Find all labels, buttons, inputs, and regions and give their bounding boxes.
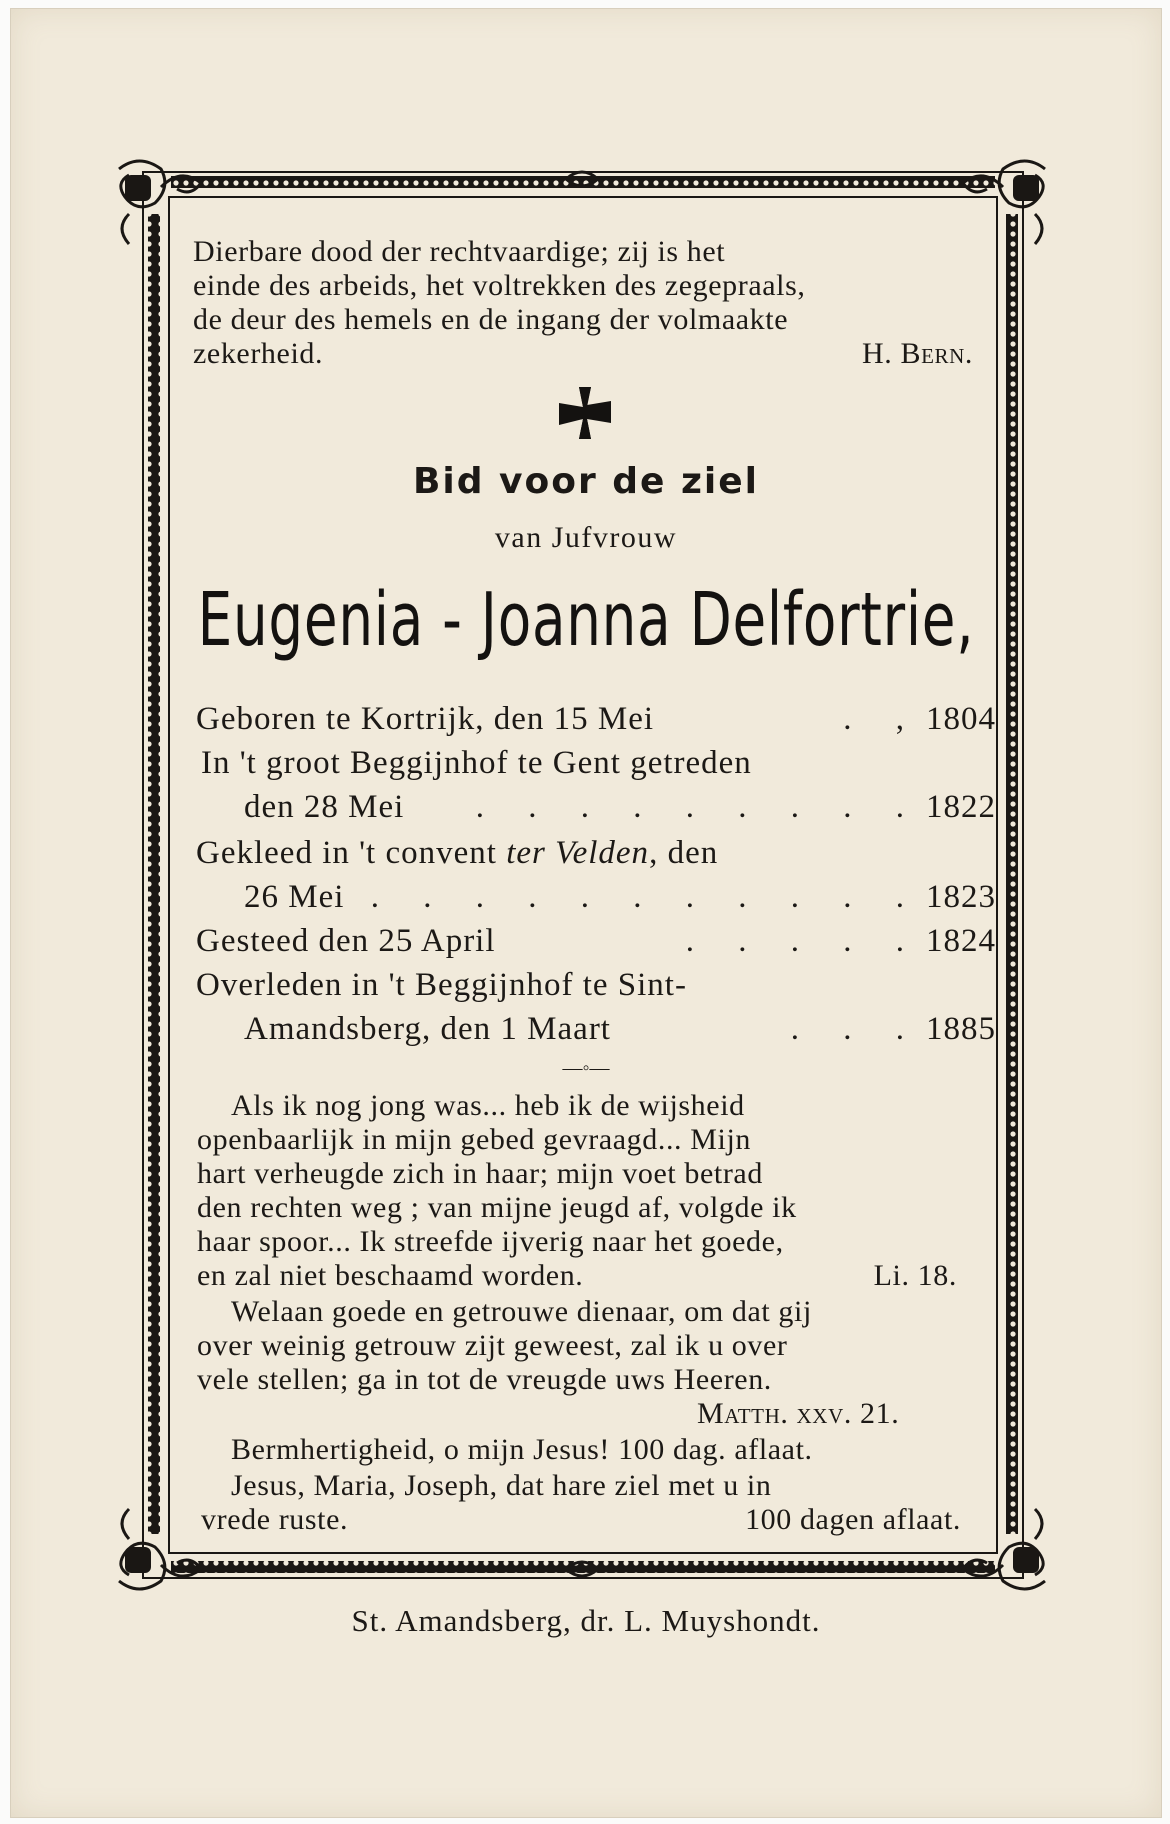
bio-birth-text: Geboren te Kortrijk, den 15 Mei [196, 701, 655, 737]
bio-professed [196, 923, 996, 960]
bio-clothed-date-text: 26 Mei [244, 879, 345, 915]
scripture-1-line-3: hart verheugde zich in haar; mijn voet betrad [197, 1157, 763, 1190]
section-divider: —◦— [562, 1057, 610, 1079]
bio-died-date [244, 1011, 996, 1048]
scripture-2-line-3: vele stellen; ga in tot de vreugde uws Heeren. [197, 1363, 772, 1396]
bio-professed-year: 1824 [926, 923, 996, 959]
deceased-name-wrap [11, 577, 1161, 687]
bio-died-dots: . . . [790, 1011, 922, 1047]
memorial-card [10, 8, 1162, 1818]
bio-birth-dots: . , [843, 701, 922, 737]
bio-clothed-convent: ter Velden [506, 835, 650, 871]
bio-died: Overleden in 't Beggijnhof te Sint- [196, 967, 687, 1003]
bio-entered-year: 1822 [926, 789, 996, 825]
bio-professed-text: Gesteed den 25 April [196, 923, 496, 959]
scripture-1-line-2: openbaarlijk in mijn gebed gevraagd... Mijn [197, 1123, 751, 1156]
scripture-2-reference: Matth. xxv. 21. [697, 1397, 900, 1430]
bio-birth-year: 1804 [926, 701, 996, 737]
bio-died-year: 1885 [926, 1011, 996, 1047]
prayer-heading: Bid voor de ziel [412, 461, 760, 502]
epigraph-line-2: einde des arbeids, het voltrekken des zegepraals, [193, 269, 806, 302]
indulgence-2-amount: 100 dagen aflaat. [745, 1503, 961, 1536]
bio-professed-dots: . . . . . [685, 923, 922, 959]
bio-died-date-text: Amandsberg, den 1 Maart [244, 1011, 611, 1047]
scripture-1-line-1: Als ik nog jong was... heb ik de wijsheid [231, 1089, 745, 1122]
indulgence-2-line-1: Jesus, Maria, Joseph, dat hare ziel met u in [231, 1469, 772, 1502]
epigraph-last-words: zekerheid. [193, 337, 324, 370]
bio-entered-date-text: den 28 Mei [244, 789, 405, 825]
bio-clothed-year: 1823 [926, 879, 996, 915]
bio-entered: In 't groot Beggijnhof te Gent getreden [201, 745, 752, 781]
scripture-2-line-2: over weinig getrouw zijt geweest, zal ik u over [197, 1329, 788, 1362]
bio-clothed-dots: . . . . . . . . . . . [370, 879, 922, 915]
bio-clothed-text-a: Gekleed in 't convent [196, 835, 507, 871]
scripture-1-line-5: haar spoor... Ik streefde ijverig naar het goede, [197, 1225, 784, 1258]
bio-clothed-text-c: , den [649, 835, 719, 871]
epigraph-attribution: H. Bern. [862, 337, 973, 370]
deceased-name: Eugenia - Joanna Delfortrie, [197, 577, 975, 663]
printer-imprint: St. Amandsberg, dr. L. Muyshondt. [351, 1603, 821, 1638]
bio-entered-date [244, 789, 996, 826]
scripture-2-line-1: Welaan goede en getrouwe dienaar, om dat gij [231, 1295, 812, 1328]
bio-entered-dots: . . . . . . . . . [475, 789, 922, 825]
bio-clothed [196, 835, 718, 872]
scripture-1-end: en zal niet beschaamd worden. [197, 1259, 584, 1292]
scripture-1-line-4: den rechten weg ; van mijne jeugd af, volgde ik [197, 1191, 797, 1224]
title-line: van Jufvrouw [494, 521, 678, 554]
epigraph-line-4 [193, 337, 973, 371]
bio-clothed-date [244, 879, 996, 916]
indulgence-2-line-2 [201, 1503, 961, 1537]
indulgence-2-end: vrede ruste. [201, 1503, 349, 1536]
scripture-1-line-6 [197, 1259, 957, 1293]
indulgence-1: Bermhertigheid, o mijn Jesus! 100 dag. aflaat. [231, 1433, 813, 1466]
epigraph-line-3: de deur des hemels en de ingang der volmaakte [193, 303, 789, 336]
bio-birth [196, 701, 996, 738]
cross-pattee-icon [557, 385, 613, 441]
epigraph-line-1: Dierbare dood der rechtvaardige; zij is het [193, 235, 726, 268]
scripture-1-reference: Li. 18. [873, 1259, 957, 1292]
